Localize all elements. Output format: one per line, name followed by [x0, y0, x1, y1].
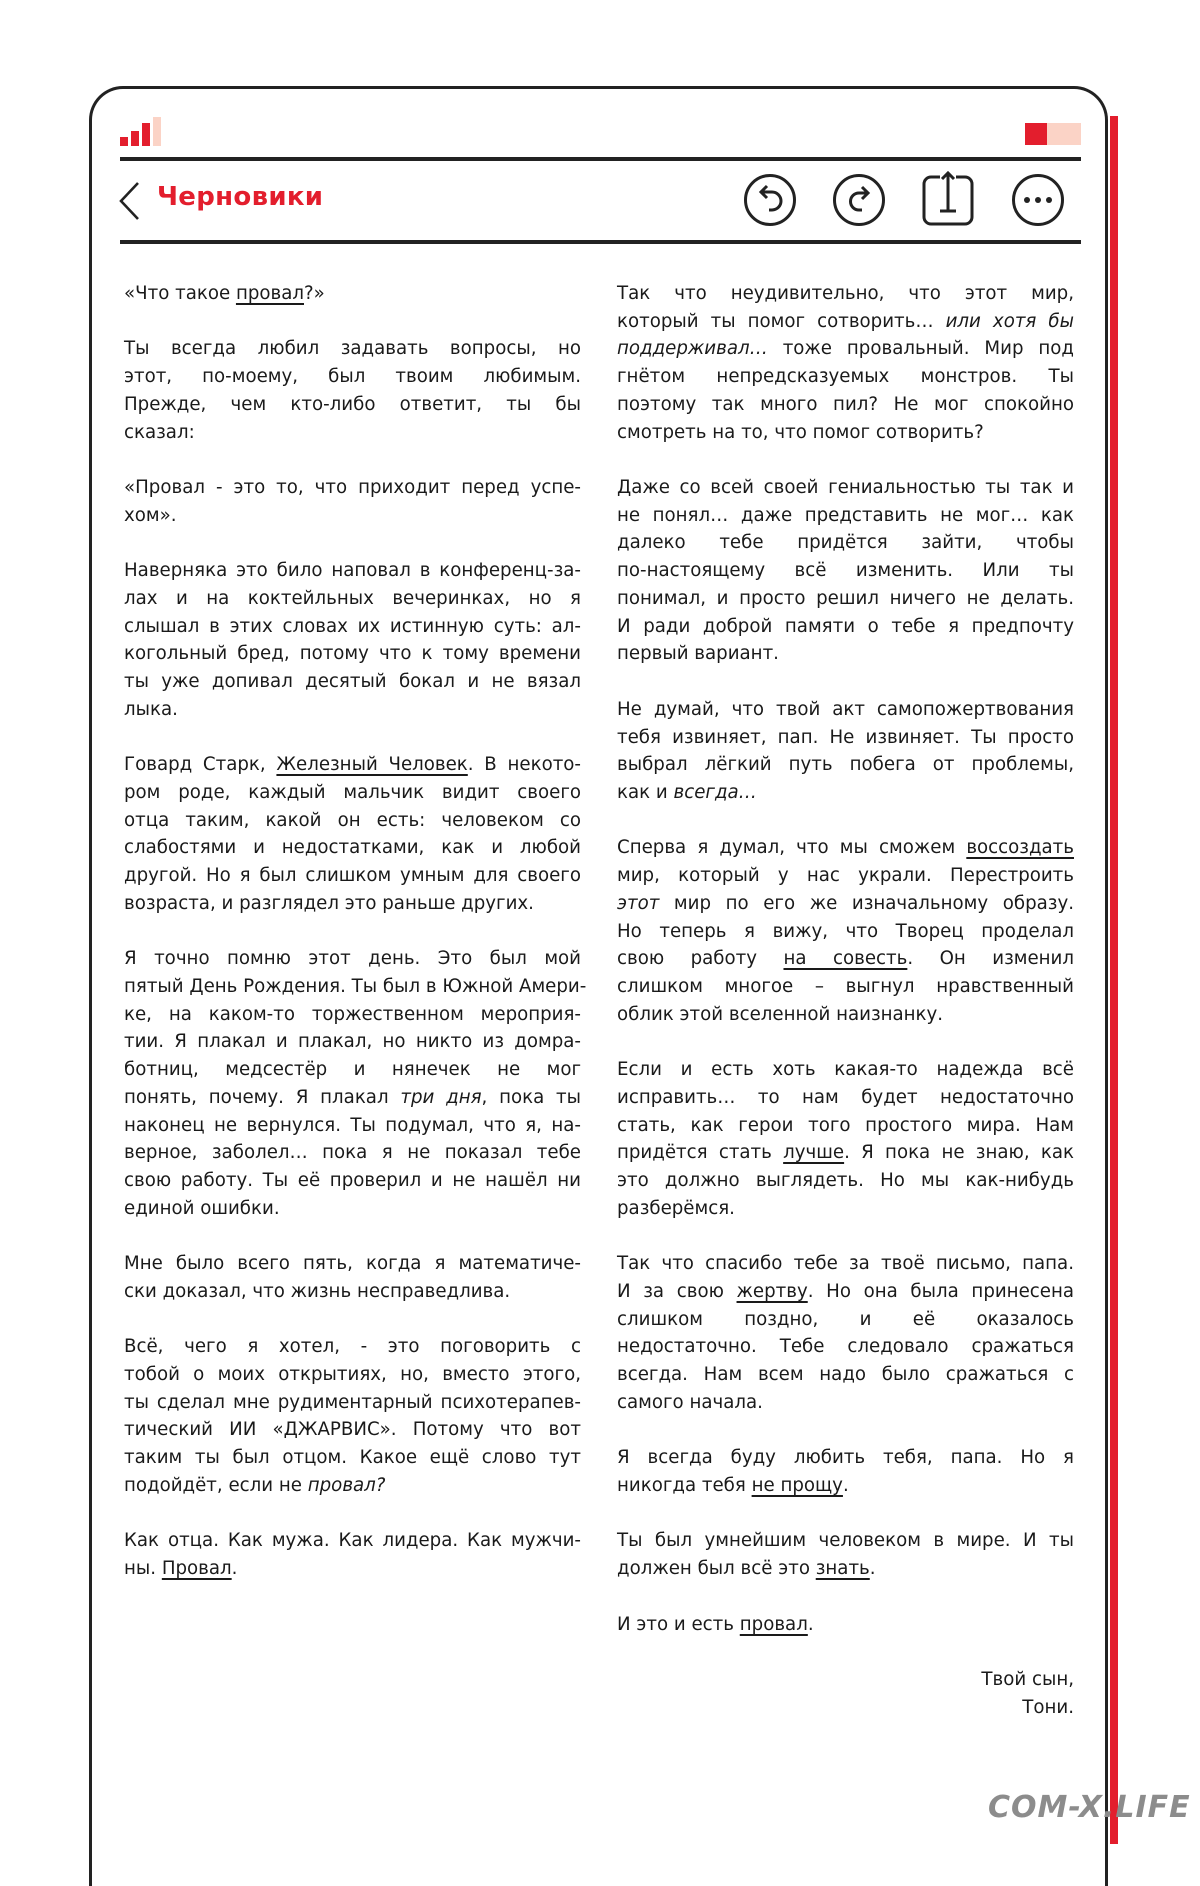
underlined-emphasis: провал [739, 1613, 808, 1635]
text-run: Наверняка это било наповал в конференц-за- [124, 560, 581, 582]
text-line [617, 363, 1074, 391]
text-line [617, 945, 1074, 973]
text-run: этот, по-моему, был твоим любимым. [124, 366, 581, 388]
text-run: Не думай, что твой акт самопожертвования [617, 698, 1074, 720]
text-line [617, 585, 1074, 613]
text-run: самого начала. [617, 1391, 763, 1413]
text-line [124, 363, 581, 391]
underlined-emphasis: знать [815, 1558, 870, 1580]
text-run: Но теперь я вижу, что Творец проделал [617, 920, 1074, 942]
text-run: . [869, 1558, 876, 1580]
text-line [617, 640, 1074, 668]
text-run: ски доказал, что жизнь несправедлива. [124, 1280, 511, 1302]
text-run: облик этой вселенной наизнанку. [617, 1003, 944, 1025]
battery-level [1025, 123, 1047, 145]
paragraph [124, 1527, 581, 1582]
text-run: ке, на каком-то торжественном мероприя- [124, 1003, 581, 1025]
text-run: ны. [124, 1558, 162, 1580]
italic-emphasis: всегда… [673, 781, 757, 803]
text-run: слабостями и недостатками, как и любой [124, 837, 581, 859]
text-run: тический ИИ «ДЖАРВИС». Потому что вот [124, 1419, 581, 1441]
text-line [617, 1555, 1074, 1583]
text-run: тобой о моих открытиях, но, вместо этого, [124, 1364, 581, 1386]
undo-button[interactable] [743, 173, 797, 227]
text-line [617, 1333, 1074, 1361]
text-line [124, 696, 581, 724]
text-line [124, 945, 581, 973]
text-line [124, 890, 581, 918]
text-line [124, 1389, 581, 1417]
text-line [124, 1112, 581, 1140]
text-line [617, 335, 1074, 363]
underlined-emphasis: не прощу [751, 1474, 843, 1496]
text-run: . Но она была принесена [807, 1280, 1074, 1302]
text-run: по-настоящему всё изменить. Или ты [617, 560, 1074, 582]
paragraph [617, 1444, 1074, 1499]
italic-emphasis: или хотя бы [945, 310, 1074, 332]
text-line [617, 1056, 1074, 1084]
text-run: ботниц, медсестёр и нянечек не мог [124, 1059, 581, 1081]
page-title: Черновики [157, 182, 324, 212]
text-line [124, 474, 581, 502]
text-line [124, 1416, 581, 1444]
text-run: тебя извиняет, пап. Не извиняет. Ты просто [617, 726, 1074, 748]
text-line [124, 1527, 581, 1555]
text-run: И ради доброй памяти о тебе я предпочту [617, 615, 1074, 637]
text-run: . В некото- [467, 754, 581, 776]
text-line [124, 391, 581, 419]
share-icon [921, 171, 975, 227]
text-line [617, 1611, 1074, 1639]
text-line [617, 890, 1074, 918]
more-icon [1011, 173, 1065, 227]
text-line [617, 280, 1074, 308]
paragraph [617, 834, 1074, 1028]
text-line [617, 918, 1074, 946]
back-button[interactable] [114, 180, 146, 222]
undo-icon [743, 173, 797, 227]
header-divider-bottom [120, 240, 1081, 244]
text-run: понять, почему. Я плакал [124, 1086, 401, 1108]
text-line [617, 1389, 1074, 1417]
redo-button[interactable] [832, 173, 886, 227]
paragraph [617, 1250, 1074, 1416]
header-divider-top [120, 157, 1081, 161]
paragraph [124, 1250, 581, 1305]
paragraph [617, 280, 1074, 446]
underlined-emphasis: лучше [783, 1142, 845, 1164]
document-column-left[interactable] [124, 280, 587, 1611]
text-run: Прежде, чем кто-либо ответит, ты бы [124, 393, 581, 415]
text-line [124, 335, 581, 363]
text-line [124, 419, 581, 447]
text-run: Я точно помню этот день. Это был мой [124, 948, 581, 970]
italic-emphasis: провал? [307, 1474, 386, 1496]
text-line [124, 1139, 581, 1167]
text-run: недостаточно. Тебе следовало сражаться [617, 1336, 1074, 1358]
text-run: И за свою [617, 1280, 737, 1302]
text-line [124, 585, 581, 613]
text-run: Как отца. Как мужа. Как лидера. Как мужчи- [124, 1530, 581, 1552]
text-run: Всё, чего я хотел, - это поговорить с [124, 1336, 581, 1358]
text-line [124, 807, 581, 835]
paragraph [124, 474, 581, 529]
italic-emphasis: три дня [400, 1086, 482, 1108]
paragraph [124, 280, 581, 308]
text-run: сказал: [124, 421, 195, 443]
text-run: свою работу. Ты её проверил и не нашёл ни [124, 1170, 581, 1191]
text-run: Так что неудивительно, что этот мир, [617, 283, 1074, 304]
paragraph [617, 1611, 1074, 1639]
text-run: когольный бред, потому что к тому времени [124, 643, 581, 665]
text-run: ?» [304, 283, 325, 304]
text-line [617, 474, 1074, 502]
text-line [124, 751, 581, 779]
text-line [124, 502, 581, 530]
text-line [617, 1001, 1074, 1029]
text-line [124, 862, 581, 890]
text-run: единой ошибки. [124, 1197, 280, 1219]
text-line [617, 1195, 1074, 1223]
paragraph [124, 751, 581, 917]
text-run: ром роде, каждый мальчик видит своего [124, 781, 581, 803]
text-run: разберёмся. [617, 1197, 735, 1219]
text-line [124, 1001, 581, 1029]
text-run: . Он изменил [907, 948, 1074, 970]
text-line [124, 668, 581, 696]
text-line [617, 779, 1074, 807]
text-run: . [807, 1613, 814, 1635]
text-run: . [231, 1558, 238, 1580]
text-run: стать, как герои того простого мира. Нам [617, 1114, 1074, 1136]
text-run: слишком многое – выгнул нравственный [617, 975, 1074, 997]
underlined-emphasis: на совесть [783, 948, 908, 970]
text-line [617, 1527, 1074, 1555]
text-line [124, 834, 581, 862]
signal-strength-icon [120, 116, 164, 146]
paragraph [617, 696, 1074, 807]
paragraph [124, 335, 581, 446]
text-run: таким ты был отцом. Какое ещё слово тут [124, 1447, 581, 1469]
text-line [617, 1084, 1074, 1112]
text-run: . Я пока не знаю, как [844, 1142, 1074, 1164]
text-run: верное, заболел… пока я не показал тебе [124, 1142, 581, 1164]
text-run: который ты помог сотворить… [617, 310, 946, 332]
text-line [617, 1139, 1074, 1167]
text-line [617, 502, 1074, 530]
text-line [617, 751, 1074, 779]
text-run: отца таким, какой он есть: человеком со [124, 809, 581, 831]
paragraph [124, 557, 581, 723]
text-line [617, 613, 1074, 641]
more-options-button[interactable] [1011, 173, 1065, 227]
underlined-emphasis: воссоздать [966, 837, 1074, 859]
text-run: Если и есть хоть какая-то надежда всё [617, 1059, 1074, 1081]
text-line [124, 1333, 581, 1361]
text-run: должен был всё это [617, 1558, 816, 1580]
paragraph [124, 945, 587, 1222]
underlined-emphasis: провал [235, 283, 304, 304]
chevron-left-icon [114, 180, 146, 222]
text-run: Я всегда буду любить тебя, папа. Но я [617, 1447, 1074, 1469]
document-column-right[interactable] [617, 280, 1074, 1721]
text-line [617, 419, 1074, 447]
italic-emphasis: поддерживал… [617, 338, 768, 360]
text-run: возраста, и разглядел это раньше других. [124, 892, 534, 914]
text-run: лыка. [124, 698, 178, 720]
text-line [124, 1250, 581, 1278]
text-run: свою работу [617, 948, 784, 970]
text-run: никогда тебя [617, 1474, 752, 1496]
text-line [124, 1195, 581, 1223]
paragraph [617, 474, 1074, 668]
text-run: поэтому так много пил? Не мог спокойно [617, 393, 1074, 415]
signature-line: Твой сын, [981, 1668, 1074, 1690]
battery-empty [1047, 123, 1081, 145]
text-run: это должно выглядеть. Но мы как-нибудь [617, 1170, 1074, 1191]
underlined-emphasis: жертву [736, 1280, 808, 1302]
text-run: всегда. Нам всем надо было сражаться с [617, 1364, 1074, 1386]
text-run: ты сделал мне рудиментарный психотерапев- [124, 1391, 581, 1413]
text-line [124, 1555, 581, 1583]
text-run: Говард Старк, [124, 754, 277, 776]
text-run: исправить… то нам будет недостаточно [617, 1086, 1074, 1108]
text-run: , пока ты [481, 1086, 581, 1108]
redo-icon [832, 173, 886, 227]
text-run: Ты всегда любил задавать вопросы, но [124, 338, 581, 360]
text-line [617, 391, 1074, 419]
text-line [617, 1250, 1074, 1278]
underlined-emphasis: Провал [161, 1558, 232, 1580]
text-run: хом». [124, 504, 177, 526]
text-run: как и [617, 781, 674, 803]
text-line [617, 1444, 1074, 1472]
text-line [617, 557, 1074, 585]
text-line [617, 973, 1074, 1001]
text-line [617, 308, 1074, 336]
text-run: мир по его же изначальному образу. [659, 892, 1074, 914]
text-line [124, 1084, 581, 1112]
text-line [617, 696, 1074, 724]
text-run: первый вариант. [617, 643, 779, 665]
text-line [124, 280, 581, 308]
signature [617, 1666, 1074, 1721]
text-run: «Что такое [124, 283, 236, 304]
text-run: гнётом непредсказуемых монстров. Ты [617, 366, 1074, 388]
text-line [124, 1472, 581, 1500]
text-line [124, 779, 581, 807]
paragraph [124, 1333, 581, 1499]
device-frame-accent-strip [1110, 116, 1118, 1844]
italic-emphasis: этот [617, 892, 660, 914]
paragraph [617, 1056, 1074, 1222]
text-run: наконец не вернулся. Ты подумал, что я, на- [124, 1114, 581, 1136]
text-line [617, 1472, 1074, 1500]
text-run: подойдёт, если не [124, 1474, 308, 1496]
text-run: не понял… даже представить не мог… как [617, 504, 1074, 526]
text-run: И это и есть [617, 1613, 740, 1635]
text-run: придётся стать [617, 1142, 784, 1164]
share-button[interactable] [921, 173, 975, 227]
text-run: далеко тебе придётся зайти, чтобы [617, 532, 1074, 554]
text-run: Сперва я думал, что мы сможем [617, 837, 967, 859]
text-line [124, 1167, 581, 1195]
text-run: Ты был умнейшим человеком в мире. И ты [617, 1530, 1074, 1552]
text-run: понимал, и просто решил ничего не делать. [617, 587, 1074, 609]
text-run: Так что спасибо тебе за твоё письмо, папа. [617, 1253, 1074, 1275]
text-run: смотреть на то, что помог сотворить? [617, 421, 984, 443]
text-line [617, 1361, 1074, 1389]
text-run: слишком поздно, и её оказалось [617, 1308, 1074, 1330]
text-run: ты уже допивал десятый бокал и не вязал [124, 671, 581, 693]
underlined-emphasis: Железный Человек [276, 754, 468, 776]
text-line [617, 529, 1074, 557]
text-line [124, 973, 587, 1001]
text-run: лах и на коктейльных вечеринках, но я [124, 587, 581, 609]
text-run: Мне было всего пять, когда я математиче- [124, 1253, 581, 1275]
watermark: COM-X.LIFE [988, 1790, 1191, 1825]
text-line [124, 1361, 581, 1389]
text-line [124, 1444, 581, 1472]
text-line [124, 1278, 581, 1306]
text-run: тоже провальный. Мир под [767, 338, 1074, 360]
text-run: «Провал - это то, что приходит перед успе- [124, 477, 581, 499]
text-line [124, 557, 581, 585]
text-run: другой. Но я был слишком умным для своего [124, 865, 581, 887]
battery-icon [1025, 123, 1081, 145]
text-line [124, 613, 581, 641]
text-line [617, 862, 1074, 890]
text-line [617, 834, 1074, 862]
text-line [124, 1028, 581, 1056]
text-run: выбрал лёгкий путь побега от проблемы, [617, 754, 1074, 776]
text-run: пятый День Рождения. Ты был в Южной Амери- [124, 975, 587, 997]
text-line [617, 1112, 1074, 1140]
text-line [617, 1306, 1074, 1334]
text-line [617, 724, 1074, 752]
text-run: Даже со всей своей гениальностью ты так и [617, 477, 1074, 499]
paragraph [617, 1527, 1074, 1582]
text-line [617, 1167, 1074, 1195]
text-line [617, 1278, 1074, 1306]
text-run: . [842, 1474, 849, 1496]
signature-line: Тони. [1022, 1696, 1074, 1718]
text-line [124, 640, 581, 668]
text-run: слышал в этих словах их истинную суть: ал- [124, 615, 581, 637]
text-run: мир, который у нас украли. Перестроить [617, 865, 1074, 887]
text-run: тии. Я плакал и плакал, но никто из домра- [124, 1031, 581, 1053]
text-line [124, 1056, 581, 1084]
